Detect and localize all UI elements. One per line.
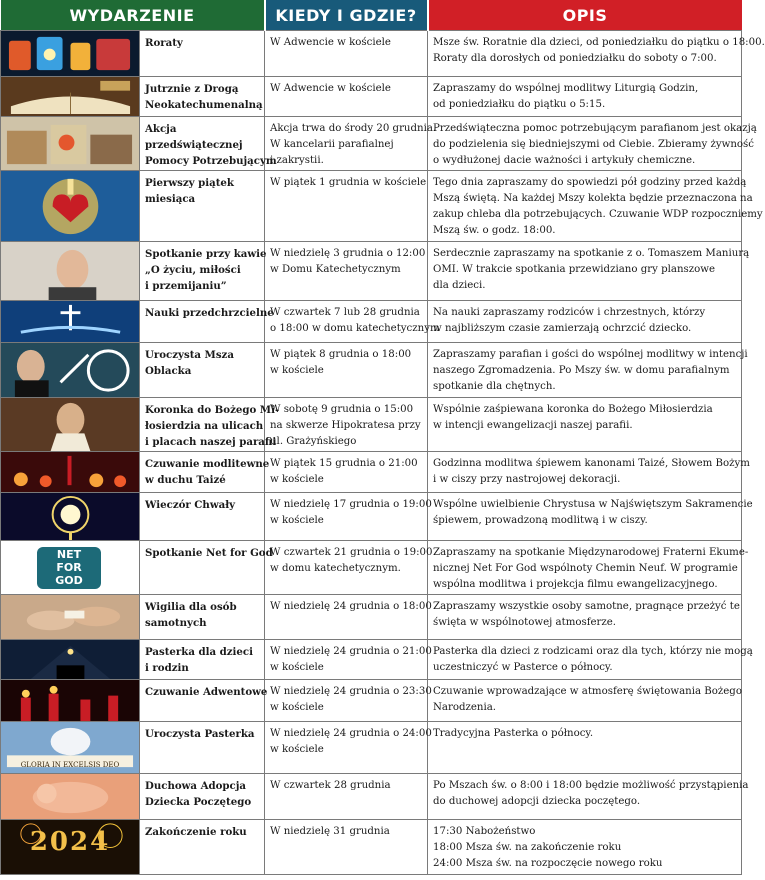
table-row — [1, 171, 742, 242]
event-when-line: W czwartek 28 grudnia — [270, 780, 391, 791]
event-when-line: W niedzielę 24 grudnia o 24:00 — [270, 728, 432, 739]
event-description-line: Mszą świętą. Na każdej Mszy kolekta będzie przeznaczona na — [433, 193, 753, 204]
event-description — [428, 343, 748, 398]
event-when-line: w Domu Katechetycznym — [270, 264, 401, 275]
event-when — [265, 301, 440, 343]
event-description-line: o wydłużonej dacie ważności i artykuły chemiczne. — [433, 155, 696, 166]
event-when — [265, 493, 432, 541]
event-name — [140, 398, 280, 452]
header-when: KIEDY I GDZIE? — [265, 0, 428, 31]
event-name-line: łosierdzia na ulicach — [145, 420, 264, 432]
event-description — [428, 398, 742, 452]
event-image — [1, 640, 140, 680]
event-name-line: Dziecka Poczętego — [145, 796, 252, 808]
event-name-line: Nauki przedchrzcielne — [145, 307, 274, 319]
event-description-line: do duchowej adopcji dziecka poczętego. — [433, 796, 641, 807]
table-row — [1, 640, 742, 680]
event-description-line: 17:30 Nabożeństwo — [433, 826, 536, 837]
event-description-line: Czuwanie wprowadzające w atmosferę świętowania Bożego — [433, 686, 742, 697]
event-when-line: o 18:00 w domu katechetycznym — [270, 323, 440, 334]
event-description-line: wspólna modlitwa i projekcja filmu ewangelizacyjnego. — [433, 579, 718, 590]
logo-text: GOD — [55, 574, 83, 587]
event-description-line: Zapraszamy na spotkanie Międzynarodowej Fraterni Ekume- — [433, 547, 749, 558]
event-image — [1, 343, 140, 398]
event-name-line: Spotkanie przy kawie — [145, 248, 267, 260]
event-description — [428, 820, 742, 875]
event-when — [265, 680, 432, 722]
event-description-line: Po Mszach św. o 8:00 i 18:00 będzie możliwość przystąpienia — [433, 780, 749, 791]
table-row — [1, 31, 742, 77]
event-when-line: W niedzielę 31 grudnia — [270, 826, 390, 837]
event-when-line: w kościele — [270, 474, 324, 485]
event-description-line: uczestniczyć w Pasterce o północy. — [433, 662, 613, 673]
event-when-line: na skwerze Hipokratesa przy — [270, 420, 421, 431]
table-row — [1, 774, 742, 820]
event-description-line: od poniedziałku do piątku o 5:15. — [433, 99, 606, 110]
event-when — [265, 171, 428, 242]
table-row — [1, 680, 742, 722]
event-description-line: dla dzieci. — [433, 280, 486, 291]
event-description-line: święta w wspólnotowej atmosferze. — [433, 617, 617, 628]
event-description-line: Godzinna modlitwa śpiewem kanonami Taizé, Słowem Bożym — [433, 458, 750, 469]
event-name-line: i przemijaniu” — [145, 280, 227, 292]
event-when-line: W czwartek 21 grudnia o 19:00 — [270, 547, 433, 558]
event-name-line: „O życiu, miłości — [145, 264, 241, 276]
event-description — [428, 242, 750, 301]
event-description-line: do podzielenia się biedniejszymi od Ciebie. Zbieramy żywność — [433, 139, 754, 150]
event-when — [265, 242, 428, 301]
event-description — [428, 541, 749, 595]
event-when — [265, 343, 428, 398]
event-description-line: OMI. W trakcie spotkania przewidziano gry planszowe — [433, 264, 715, 275]
event-image — [1, 242, 140, 301]
event-description — [428, 117, 757, 171]
event-description-line: w najbliższym czasie zamierzają ochrzcić dziecko. — [433, 323, 692, 334]
event-name-line: przedświątecznej — [145, 139, 243, 151]
event-name-line: miesiąca — [145, 193, 196, 205]
event-name — [140, 452, 270, 493]
event-description-line: i w ciszy przy nastrojowej dekoracji. — [433, 474, 621, 485]
event-image — [1, 820, 140, 875]
event-when-line: W niedzielę 24 grudnia o 23:30 — [270, 686, 432, 697]
event-when-line: w domu katechetycznym. — [270, 563, 401, 574]
event-name — [140, 31, 265, 77]
event-name — [140, 493, 265, 541]
event-image — [1, 722, 140, 774]
logo-text: FOR — [56, 561, 82, 574]
event-description-line: Tego dnia zapraszamy do spowiedzi pół godziny przed każdą — [433, 177, 747, 188]
event-name-line: Wieczór Chwały — [145, 499, 236, 511]
event-image — [1, 77, 140, 117]
event-image — [1, 117, 140, 171]
event-when-line: w kościele — [270, 662, 324, 673]
event-name — [140, 595, 265, 640]
event-name-line: Jutrznie z Drogą — [145, 83, 239, 95]
event-description-line: spotkanie dla chętnych. — [433, 381, 556, 392]
event-name — [140, 722, 265, 774]
event-name — [140, 77, 265, 117]
event-description — [428, 452, 750, 493]
event-description-line: 18:00 Msza św. na zakończenie roku — [433, 842, 622, 853]
event-image — [1, 398, 140, 452]
event-name-line: Czuwanie Adwentowe — [145, 686, 268, 698]
event-when — [265, 774, 428, 820]
event-when-line: ul. Grażyńskiego — [270, 436, 357, 447]
event-description-line: śpiewem, prowadzoną modlitwą i w ciszy. — [433, 515, 648, 526]
event-description-line: 24:00 Msza św. na rozpoczęcie nowego roku — [433, 858, 663, 869]
event-description — [428, 171, 763, 242]
table-row — [1, 77, 742, 117]
event-name-line: Wigilia dla osób — [145, 601, 237, 613]
event-name — [140, 343, 265, 398]
event-description-line: w intencji ewangelizacji naszej parafii. — [433, 420, 633, 431]
event-image — [1, 541, 140, 595]
table-row — [1, 242, 742, 301]
event-name — [140, 301, 274, 343]
event-description-line: Zapraszamy parafian i gości do wspólnej modlitwy w intencji — [433, 349, 748, 360]
event-description-line: Pasterka dla dzieci z rodzicami oraz dla tych, którzy nie mogą — [433, 646, 753, 657]
event-name-line: Czuwanie modlitewne — [145, 458, 270, 470]
event-name — [140, 640, 265, 680]
event-name-line: Pasterka dla dzieci — [145, 646, 253, 658]
event-description-line: zakup chleba dla potrzebujących. Czuwanie WDP rozpoczniemy — [433, 209, 763, 220]
table-row — [1, 493, 742, 541]
event-description-line: Roraty dla dorosłych od poniedziałku do soboty o 7:00. — [433, 53, 717, 64]
table-row — [1, 452, 742, 493]
event-when-line: W Adwencie w kościele — [270, 37, 391, 48]
event-image — [1, 680, 140, 722]
event-description-line: Na nauki zapraszamy rodziców i chrzestnych, którzy — [433, 307, 706, 318]
event-name-line: i rodzin — [145, 662, 189, 674]
net-for-god-logo — [37, 547, 101, 589]
event-name — [140, 774, 265, 820]
table-row — [1, 722, 742, 774]
logo-text: NET — [56, 548, 82, 561]
event-when — [265, 820, 428, 875]
event-name — [140, 541, 273, 595]
event-description-line: Msze św. Roratnie dla dzieci, od poniedziałku do piątku o 18:00. — [433, 37, 765, 48]
event-description-line: naszego Zgromadzenia. Po Mszy św. w domu parafialnym — [433, 365, 730, 376]
event-when-line: W czwartek 7 lub 28 grudnia — [270, 307, 420, 318]
event-name — [140, 171, 265, 242]
table-row — [1, 595, 742, 640]
event-image — [1, 452, 140, 493]
event-when-line: W niedzielę 3 grudnia o 12:00 — [270, 248, 426, 259]
event-name-line: i placach naszej parafii — [145, 436, 277, 448]
event-when-line: W sobotę 9 grudnia o 15:00 — [270, 404, 414, 415]
event-when-line: W niedzielę 24 grudnia o 21:00 — [270, 646, 432, 657]
event-name-line: samotnych — [145, 617, 207, 629]
event-description-line: nicznej Net For God wspólnoty Chemin Neuf. W programie — [433, 563, 738, 574]
event-image — [1, 301, 140, 343]
event-description-line: Narodzenia. — [433, 702, 497, 713]
event-name-line: Neokatechumenalną — [145, 99, 263, 111]
event-when — [265, 722, 432, 774]
event-description-line: Zapraszamy wszystkie osoby samotne, pragnące przeżyć te — [433, 601, 740, 612]
event-image — [1, 774, 140, 820]
event-name-line: Spotkanie Net for God — [145, 547, 273, 559]
header-desc: OPIS — [428, 0, 742, 31]
header-event: WYDARZENIE — [1, 0, 265, 31]
event-when-line: w kościele — [270, 515, 324, 526]
event-description — [428, 493, 753, 541]
table-row — [1, 117, 742, 171]
event-name-line: Roraty — [145, 37, 183, 49]
event-image — [1, 595, 140, 640]
event-name-line: Oblacka — [145, 365, 192, 377]
event-image — [1, 171, 140, 242]
event-when-line: W Adwencie w kościele — [270, 83, 391, 94]
event-when — [265, 117, 437, 171]
event-name-line: w duchu Taizé — [145, 474, 226, 486]
table-row — [1, 541, 742, 595]
event-when — [265, 640, 432, 680]
event-when-line: Akcja trwa do środy 20 grudnia. — [270, 123, 437, 134]
event-when-line: W niedzielę 24 grudnia o 18:00 — [270, 601, 432, 612]
event-description-line: Przedświąteczna pomoc potrzebującym parafianom jest okazją — [433, 123, 757, 134]
event-when-line: w kościele — [270, 744, 324, 755]
event-name — [140, 820, 265, 875]
event-description — [428, 640, 753, 680]
event-description-line: Wspólnie zaśpiewana koronka do Bożego Miłosierdzia — [433, 404, 713, 415]
event-when-line: W piątek 1 grudnia w kościele — [270, 177, 427, 188]
event-description — [428, 301, 742, 343]
event-image — [1, 31, 140, 77]
event-name — [140, 117, 277, 171]
event-description-line: Zapraszamy do wspólnej modlitwy Liturgią Godzin, — [433, 83, 699, 94]
event-description — [428, 774, 749, 820]
event-when — [265, 398, 428, 452]
event-description — [428, 722, 742, 774]
event-name-line: Uroczysta Pasterka — [145, 728, 255, 740]
event-name — [140, 680, 268, 722]
event-name-line: Zakończenie roku — [145, 826, 247, 838]
table-row — [1, 820, 742, 875]
event-when-line: W piątek 15 grudnia o 21:00 — [270, 458, 418, 469]
event-when-line: i zakrystii. — [270, 155, 324, 166]
event-image — [1, 493, 140, 541]
event-name-line: Uroczysta Msza — [145, 349, 234, 361]
event-when-line: W piątek 8 grudnia o 18:00 — [270, 349, 412, 360]
event-when-line: W niedzielę 17 grudnia o 19:00 — [270, 499, 432, 510]
year-2024-text: 2024 — [29, 827, 111, 857]
table-row — [1, 301, 742, 343]
event-name-line: Pierwszy piątek — [145, 177, 234, 189]
event-when — [265, 452, 428, 493]
event-when-line: w kościele — [270, 365, 324, 376]
event-description-line: Wspólne uwielbienie Chrystusa w Najświętszym Sakramencie — [433, 499, 753, 510]
event-description — [428, 31, 765, 77]
table-row — [1, 398, 742, 452]
event-description — [428, 77, 742, 117]
event-when — [265, 595, 432, 640]
event-when-line: w kościele — [270, 702, 324, 713]
event-when — [265, 541, 433, 595]
event-name-line: Pomocy Potrzebującym — [145, 155, 277, 167]
event-description-line: Serdecznie zapraszamy na spotkanie z o. Tomaszem Maniurą — [433, 248, 750, 259]
gloria-banner-text: GLORIA IN EXCELSIS DEO — [20, 761, 120, 769]
event-description — [428, 595, 742, 640]
event-description-line: Mszą św. o godz. 18:00. — [433, 225, 556, 236]
event-name — [140, 242, 265, 301]
event-when-line: W kancelarii parafialnej — [270, 139, 394, 150]
event-description-line: Tradycyjna Pasterka o północy. — [433, 728, 594, 739]
event-name-line: Koronka do Bożego Mi- — [145, 404, 280, 416]
event-description — [428, 680, 742, 722]
table-row — [1, 343, 742, 398]
header-row — [1, 0, 742, 31]
event-name-line: Akcja — [145, 123, 177, 135]
event-when — [265, 77, 428, 117]
event-when — [265, 31, 428, 77]
event-name-line: Duchowa Adopcja — [145, 780, 246, 792]
